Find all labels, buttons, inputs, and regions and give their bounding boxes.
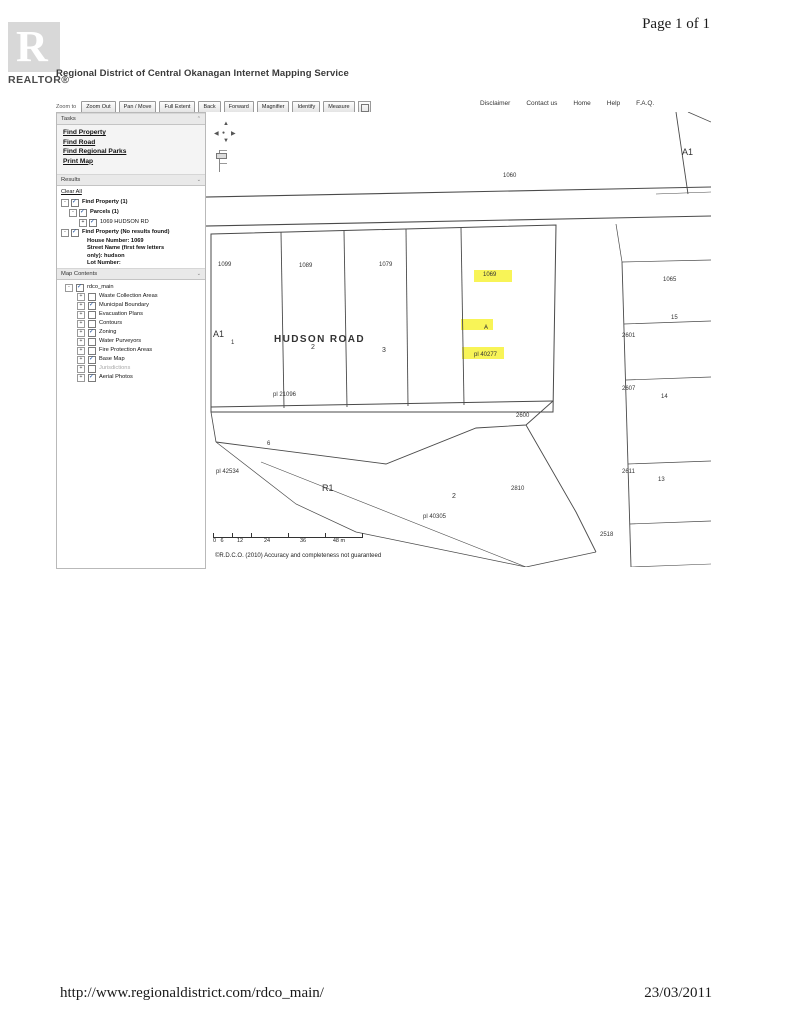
map-scale-bar	[213, 530, 363, 544]
layer-municipal-boundary[interactable]	[77, 301, 201, 310]
map-label: 15	[671, 315, 678, 321]
map-label: R1	[322, 483, 334, 493]
map-label: 1099	[218, 262, 232, 268]
expander-icon[interactable]: +	[77, 311, 85, 319]
layer-root-rdco-main[interactable]	[65, 283, 201, 292]
results-body	[57, 186, 205, 268]
expander-icon[interactable]: +	[77, 365, 85, 373]
magnifier-button[interactable]: Magnifier	[257, 101, 290, 113]
layer-checkbox[interactable]	[88, 320, 96, 328]
query-detail-line: Lot Number:	[87, 260, 121, 267]
map-label: 1	[231, 340, 235, 346]
app-title: Regional District of Central Okanagan Internet Mapping Service	[56, 68, 349, 79]
footer-url: http://www.regionaldistrict.com/rdco_main/	[60, 985, 324, 1001]
scale-value: 48 m	[332, 538, 346, 544]
expander-icon[interactable]: +	[77, 374, 85, 382]
pan-move-button[interactable]: Pan / Move	[119, 101, 157, 113]
expander-icon[interactable]: -	[69, 209, 77, 217]
map-contents-body	[57, 280, 205, 385]
map-label: 3	[382, 347, 386, 354]
expander-icon[interactable]: +	[77, 347, 85, 355]
layer-checkbox[interactable]	[88, 365, 96, 373]
expander-icon[interactable]: +	[77, 320, 85, 328]
map-label: 2607	[622, 386, 636, 392]
layer-contours[interactable]	[77, 319, 201, 328]
result-label: Find Property (No results found)	[82, 229, 170, 235]
layer-name: Base Map	[99, 356, 125, 362]
result-node-find-property-empty[interactable]	[61, 228, 201, 237]
expander-icon[interactable]: -	[61, 229, 69, 237]
realtor-letter: R	[16, 22, 48, 71]
tasks-header-label: Tasks	[61, 116, 76, 122]
map-copyright: ©R.D.C.O. (2010) Accuracy and completeness not guaranteed	[215, 553, 382, 559]
layer-checkbox[interactable]	[88, 374, 96, 382]
layer-name: Municipal Boundary	[99, 302, 149, 308]
scale-value: 6	[220, 538, 224, 544]
task-find-property[interactable]: Find Property	[63, 129, 106, 136]
expander-icon[interactable]: +	[79, 219, 87, 227]
result-label: 1069 HUDSON RD	[100, 219, 149, 225]
layer-checkbox[interactable]	[88, 356, 96, 364]
map-label: 2	[452, 493, 456, 500]
map-label: pl 21096	[273, 392, 297, 398]
layer-name: Zoning	[99, 329, 117, 335]
top-navigation	[480, 100, 710, 107]
query-detail-line: only): hudson	[87, 252, 125, 259]
map-label: 2810	[511, 486, 525, 492]
zoom-out-button[interactable]: Zoom Out	[81, 101, 115, 113]
tasks-section-header[interactable]	[57, 113, 205, 125]
layer-water-purveyors[interactable]	[77, 337, 201, 346]
realtor-wordmark: REALTOR®	[8, 74, 70, 86]
pan-rose-icon[interactable]: ▲ ◀ ▶ ▼ ●	[214, 121, 236, 144]
task-print-map[interactable]: Print Map	[63, 157, 94, 165]
layer-checkbox[interactable]	[88, 302, 96, 310]
footer-date: 23/03/2011	[644, 985, 712, 1001]
zoom-slider-thumb[interactable]	[216, 153, 227, 159]
nav-faq[interactable]: F.A.Q.	[636, 100, 655, 107]
layer-name: Fire Protection Areas	[99, 347, 153, 353]
layer-checkbox[interactable]	[88, 311, 96, 319]
query-detail-line: Street Name (first few letters	[87, 245, 165, 252]
results-section-header[interactable]	[57, 174, 205, 186]
scale-numbers: 0 6 12 24 36 48 m	[213, 538, 363, 544]
layer-name: Contours	[99, 320, 123, 326]
road-label-hudson-road: HUDSON ROAD	[274, 334, 365, 345]
map-label: 6	[267, 441, 271, 447]
map-label: A	[484, 325, 489, 331]
expander-icon[interactable]: +	[77, 293, 85, 301]
scale-value: 24	[263, 538, 271, 544]
expander-icon[interactable]: +	[77, 302, 85, 310]
map-label: pl 40305	[423, 514, 447, 520]
result-checkbox[interactable]	[79, 209, 87, 217]
layer-name: Evacuation Plans	[99, 311, 143, 317]
expander-icon[interactable]: +	[77, 356, 85, 364]
page-number: Page 1 of 1	[642, 16, 710, 32]
clear-all-link[interactable]: Clear All	[61, 189, 82, 195]
map-label: 1065	[663, 277, 677, 283]
expander-icon[interactable]: -	[61, 199, 69, 207]
layer-waste-collection-areas[interactable]	[77, 292, 201, 301]
layer-jurisdictions[interactable]	[77, 364, 201, 373]
layer-name: Aerial Photos	[99, 374, 133, 380]
layer-base-map[interactable]	[77, 355, 201, 364]
results-header-label: Results	[61, 177, 81, 183]
map-label: 14	[661, 394, 668, 400]
realtor-mark-icon	[8, 22, 60, 72]
result-label: Parcels (1)	[90, 209, 119, 215]
expander-icon[interactable]: -	[65, 284, 73, 292]
scale-ticks	[213, 530, 363, 538]
scale-value: 12	[236, 538, 244, 544]
result-node-find-property[interactable]	[61, 198, 201, 207]
layer-evacuation-plans[interactable]	[77, 310, 201, 319]
map-label: 2600	[516, 413, 530, 419]
map-label: pl 42534	[216, 469, 240, 475]
map-label: 1069	[483, 272, 497, 278]
map-label: 1060	[503, 173, 517, 179]
layer-name: Waste Collection Areas	[99, 293, 158, 299]
nav-help[interactable]: Help	[606, 100, 621, 107]
map-label: A1	[213, 329, 225, 339]
forward-button[interactable]: Forward	[224, 101, 254, 113]
result-node-parcels[interactable]	[69, 208, 201, 217]
zoom-slider[interactable]	[219, 150, 227, 172]
map-label: 2611	[622, 469, 635, 475]
layer-checkbox[interactable]	[88, 293, 96, 301]
map-label: 1079	[379, 262, 393, 268]
result-label: Find Property (1)	[82, 199, 128, 205]
layer-checkbox[interactable]	[88, 338, 96, 346]
layer-fire-protection-areas[interactable]	[77, 346, 201, 355]
expander-icon[interactable]: +	[77, 338, 85, 346]
map-label: 13	[658, 477, 665, 483]
collapse-icon[interactable]: ⌃	[196, 116, 201, 122]
nav-home[interactable]: Home	[573, 100, 591, 107]
result-checkbox[interactable]	[71, 199, 79, 207]
full-extent-button[interactable]: Full Extent	[159, 101, 195, 113]
expander-icon[interactable]: +	[77, 329, 85, 337]
task-find-road[interactable]: Find Road	[63, 138, 96, 146]
layer-checkbox[interactable]	[88, 329, 96, 337]
back-button[interactable]: Back	[198, 101, 220, 113]
result-checkbox[interactable]	[89, 219, 97, 227]
nav-disclaimer[interactable]: Disclaimer	[480, 100, 511, 107]
map-label: pl 40277	[474, 352, 498, 358]
map-contents-section-header[interactable]	[57, 268, 205, 280]
map-label: 2518	[600, 532, 614, 538]
query-detail-line: House Number: 1069	[87, 238, 144, 244]
zoom-to-label: Zoom to	[56, 104, 77, 110]
scale-value: 36	[299, 538, 307, 544]
result-node-address[interactable]	[79, 218, 201, 227]
nav-contact-us[interactable]: Contact us	[526, 100, 558, 107]
layer-aerial-photos[interactable]	[77, 373, 201, 382]
identify-button[interactable]: Identify	[292, 101, 320, 113]
task-find-regional-parks[interactable]: Find Regional Parks	[63, 148, 127, 156]
layer-checkbox[interactable]	[88, 347, 96, 355]
map-navigation-widget[interactable]	[214, 122, 238, 172]
map-label: A1	[682, 147, 694, 157]
layer-name: Water Purveyors	[99, 338, 142, 344]
map-contents-header-label: Map Contents	[61, 271, 98, 277]
left-tools-panel	[56, 112, 206, 569]
map-label: 2601	[622, 333, 636, 339]
map-label: 2	[311, 344, 315, 351]
result-query-detail	[87, 238, 201, 268]
tasks-list	[57, 125, 205, 174]
collapse-icon[interactable]: ⌄	[196, 271, 201, 277]
collapse-icon[interactable]: ⌄	[196, 177, 201, 183]
layer-name: Jurisdictions	[99, 365, 131, 371]
map-label: 1089	[299, 263, 313, 269]
layer-zoning[interactable]	[77, 328, 201, 337]
measure-button[interactable]: Measure	[323, 101, 354, 113]
layer-name: rdco_main	[87, 284, 114, 290]
layer-checkbox[interactable]	[76, 284, 84, 292]
result-checkbox[interactable]	[71, 229, 79, 237]
